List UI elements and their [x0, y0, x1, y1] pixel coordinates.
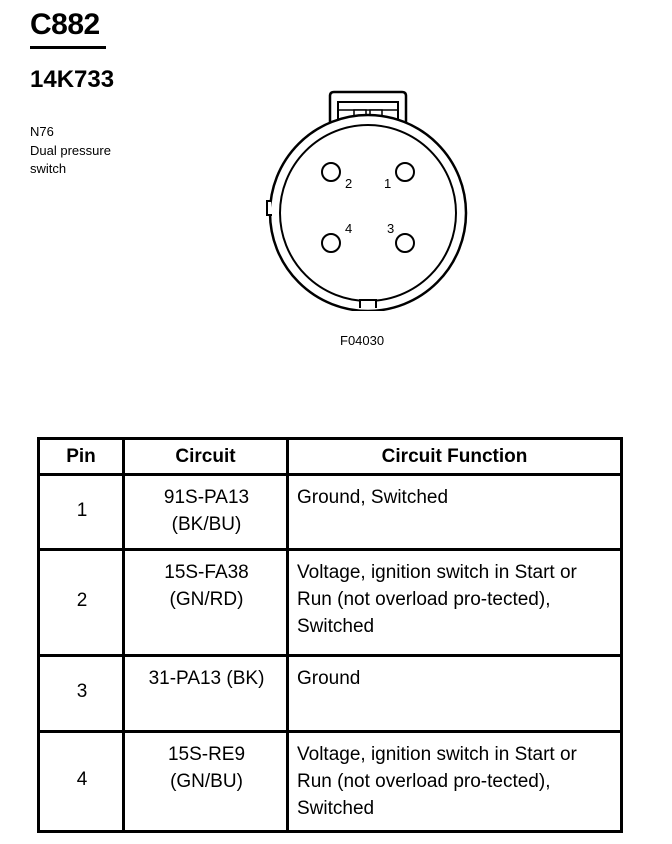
part-number: 14K733: [30, 66, 115, 93]
component-description: Dual pressure switch: [30, 143, 111, 176]
circuit-cell: [124, 732, 288, 832]
circuit-cell: [124, 656, 288, 732]
pin-label-3: 3: [387, 221, 395, 236]
pin-number: 3: [39, 656, 124, 732]
circuit-function: Voltage, ignition switch in Start or Run (not overload pro-tected), Switched: [288, 732, 622, 832]
circuit-color: (BK/BU): [171, 514, 242, 535]
header-circuit: Circuit: [124, 439, 288, 475]
pin-number: 4: [39, 732, 124, 832]
circuit-cell: [124, 550, 288, 656]
pin-number: 2: [39, 550, 124, 656]
circuit-function: Ground, Switched: [288, 475, 622, 550]
header-pin: Pin: [39, 439, 124, 475]
circuit-cell: [124, 475, 288, 550]
table-row: [39, 475, 622, 550]
pin-cavity-3: [396, 234, 414, 252]
component-code: N76: [30, 124, 54, 139]
connector-inner-ring: [280, 125, 456, 301]
circuit-function: Voltage, ignition switch in Start or Run (not overload pro-tected), Switched: [288, 550, 622, 656]
circuit-color: (GN/BU): [170, 771, 243, 792]
pin-table: [37, 437, 623, 833]
connector-face-diagram: [258, 86, 473, 311]
pin-number: 1: [39, 475, 124, 550]
table-row: [39, 550, 622, 656]
pin-label-1: 1: [384, 176, 392, 191]
pin-cavity-1: [396, 163, 414, 181]
circuit-color: (GN/RD): [169, 589, 244, 610]
pin-cavity-2: [322, 163, 340, 181]
bottom-key: [360, 300, 376, 308]
pin-label-2: 2: [345, 176, 353, 191]
pin-cavity-4: [322, 234, 340, 252]
connector-id: C882: [30, 8, 100, 41]
circuit-id: 91S-PA13: [163, 487, 250, 508]
table-row: [39, 732, 622, 832]
pin-label-4: 4: [345, 221, 353, 236]
figure-reference: F04030: [340, 333, 385, 348]
circuit-function: Ground: [288, 656, 622, 732]
title-underline: [30, 46, 106, 49]
circuit-id: 15S-FA38: [164, 562, 249, 583]
header-function: Circuit Function: [288, 439, 622, 475]
table-row: [39, 656, 622, 732]
circuit-id: 31-PA13 (BK): [148, 668, 265, 689]
circuit-id: 15S-RE9: [167, 744, 246, 765]
table-header-row: [39, 439, 622, 475]
